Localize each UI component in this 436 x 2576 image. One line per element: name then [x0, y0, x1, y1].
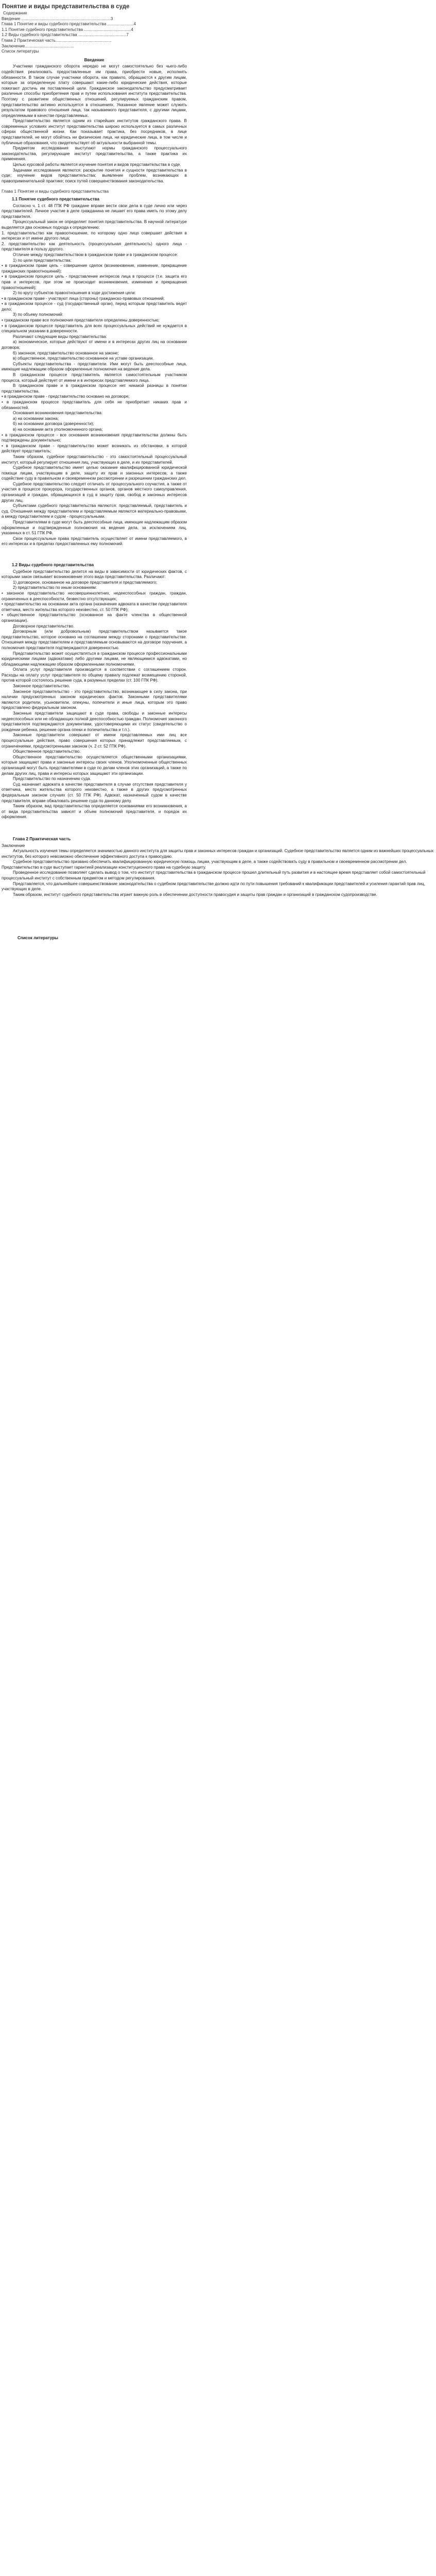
- paragraph: Различают следующие виды представительства:: [13, 334, 107, 339]
- paragraph: Судебное представительство следует отличать от процессуального соучастия, а также от участия в процессе прокурора, государственных органов, органов местного самоуправления, организаций и граждан, обращающихся в суд в защиту прав, свобод и законных интересов других лиц.: [2, 481, 187, 503]
- toc-item[interactable]: Список литературы: [2, 49, 39, 54]
- toc-item[interactable]: Заключение...........................................: [2, 43, 74, 48]
- subsection-title: Общественное представительство.: [13, 749, 81, 754]
- paragraph: Предметом исследования выступают нормы гражданского процессуального законодательства, регулирующие институт представительства, а также практика их применения.: [2, 146, 187, 162]
- list-item: • в гражданском процессе - все основания возникновения представительства должны быть подтверждены документально;: [2, 432, 187, 443]
- toc-item[interactable]: Глава 2 Практическая часть.................................................: [2, 38, 112, 43]
- paragraph: Актуальность изучения темы определяется значимостью данного института для защиты прав и законных интересов граждан и организаций. Судебное представительство является одним из важнейших процессуальных институтов, без которого невозможно обеспечение эффективного доступа к правосудию.: [2, 849, 434, 859]
- list-item: в) общественное, представительство основанное на уставе организации.: [13, 356, 154, 361]
- paragraph: Согласно ч. 1 ст. 48 ГПК РФ граждане вправе вести свои дела в суде лично или через представителей. Личное участие в деле гражданина не лишает его права иметь по этому делу представителя.: [2, 203, 187, 219]
- section-1-2: [0, 563, 187, 820]
- section-1-1: [0, 197, 187, 547]
- paragraph: Проведенное исследование позволяет сделать вывод о том, что институт представительства в гражданском процессе прошел длительный путь развития и в настоящее время представляет собой самостоятельный процессуальный институт с собственным предметом и методом регулирования.: [2, 870, 426, 881]
- paragraph: Представителями в суде могут быть дееспособные лица, имеющие надлежащим образом оформленные и подтвержденные полномочия на ведение дела, за исключением лиц, указанных в ст. 51 ГПК РФ.: [2, 520, 187, 536]
- list-item: • законное представительство несовершеннолетних, недееспособных граждан, граждан, ограниченных в дееспособности, безвестно отсутствующих;: [2, 590, 187, 601]
- paragraph: В гражданском процессе представитель является самостоятельным участником процесса, который действует от имени и в интересах представляемого лица.: [2, 372, 187, 383]
- toc-label: Содержание: [3, 11, 27, 15]
- list-item: • гражданском праве все полномочия представителя определены доверенностью;: [2, 318, 160, 323]
- list-item: 2. представительство как деятельность (процессуальная деятельность) одного лица - представителя в пользу другого.: [2, 241, 187, 252]
- list-item: • в гражданском процессе представитель для себя не приобретает никаких прав и обязанностей.: [2, 399, 187, 410]
- paragraph: В гражданском праве и в гражданском процессе нет никакой разницы в понятии представительства.: [2, 383, 187, 394]
- chapter2-heading: Глава 2 Практическая часть: [13, 836, 71, 841]
- list-item: б) законное, представительство основанное на законе;: [13, 350, 119, 355]
- introduction-heading: Введение: [84, 57, 104, 62]
- paragraph: Таким образом, институт судебного представительства играет важную роль в обеспечении доступности правосудия и защиты прав граждан и организаций в гражданском судопроизводстве.: [13, 892, 377, 897]
- page-title: Понятие и виды представительства в суде: [2, 4, 130, 10]
- paragraph: Целью курсовой работы является изучение понятия и видов представительства в суде.: [13, 162, 181, 167]
- list-item: • в гражданском процессе - суд (государственный орган), перед которым представитель ведет дело;: [2, 301, 187, 312]
- conclusion-section: [0, 843, 187, 849]
- paragraph: Суд назначает адвоката в качестве представителя в случае отсутствия представителя у ответчика, место жительства которого неизвестно, а также в других предусмотренных федеральным законом случаях (ст. 50 ГПК РФ). Адвокат, назначенный судом в качестве представителя, вправе обжаловать решение суда по данному делу.: [2, 782, 187, 803]
- paragraph: Процессуальный закон не определяет понятия представительства. В научной литературе выделяется два основных подхода к определению:: [2, 219, 187, 230]
- subsection-title: Представительство по назначению суда.: [13, 776, 91, 782]
- spacer: [0, 897, 436, 928]
- toc-item[interactable]: Глава 1 Понятие и виды судебного представительства .......................4: [2, 22, 136, 27]
- list-item: в) на основании акта уполномоченного органа;: [13, 427, 103, 432]
- conclusion-heading: Заключение: [2, 843, 25, 848]
- paragraph: Отличие между представительством в гражданском праве и в гражданском процессе:: [13, 252, 178, 257]
- spacer: [0, 547, 436, 561]
- introduction-section: [0, 58, 187, 184]
- paragraph: Судебное представительство имеет целью оказание квалифицированной юридической помощи лицам, участвующим в деле, защиту их прав и законных интересов, а также содействие суду в правильном и своевременном рассмотрении и разрешении гражданских дел.: [2, 465, 187, 481]
- section-1-1-heading: 1.1 Понятие судебного представительства: [12, 197, 99, 201]
- paragraph: Представительство может осуществляться в гражданском процессе профессиональными юридическими лицами (адвокатами) либо другими лицами, не являющимися адвокатами, но обладающими надлежащим образом оформленными полномочиями.: [2, 651, 187, 667]
- list-item: 2) представительство по иным основаниям:: [13, 585, 97, 590]
- toc-item[interactable]: Введение ..............................................................................3: [2, 16, 113, 21]
- subsection-title: Договорное представительство.: [13, 623, 75, 629]
- paragraph: Субъектами судебного представительства являются: представляемый, представитель и суд. Отношения между представителем и представляемым являются материально-правовыми, а между представителем и судом - процессуальными.: [2, 503, 187, 519]
- list-item: • в гражданском праве - представительство основано на договоре;: [2, 394, 130, 399]
- paragraph: Законные представители защищают в суде права, свободы и законные интересы недееспособных или не обладающих полной дееспособностью граждан. Полномочия законного представителя подтверждаются документами, удостоверяющими их статус (свидетельство о рождении ребенка, решение органа опеки и попечительства и т.п.).: [2, 711, 187, 732]
- paragraph: Оплата услуг представителя производится в соответствии с соглашением сторон. Расходы на оплату услуг представителя по общему правилу подлежат возмещению стороной, против которой состоялось решение суда, в разумных пределах (ст. 100 ГПК РФ).: [2, 667, 187, 683]
- list-item: 1) по цели представительства:: [13, 258, 72, 263]
- list-item: 1) договорное, основанное на договоре представителя и представляемого;: [13, 580, 158, 585]
- paragraph: Свои процессуальные права представитель осуществляет от имени представляемого, в его интересах и в пределах предоставленных ему полномочий.: [2, 536, 187, 547]
- spacer: [0, 820, 436, 834]
- paragraph: Законные представители совершают от имени представляемых ими лиц все процессуальные действия, право совершения которых принадлежит представляемым, с ограничениями, предусмотренными законом (ч. 2 ст. 52 ГПК РФ).: [2, 733, 187, 749]
- literature-heading: Список литературы: [18, 936, 58, 941]
- list-item: 1. представительство как правоотношение, по которому одно лицо совершает действия в интересах и от имени другого лица;: [2, 230, 187, 241]
- paragraph: Таким образом, судебное представительство - это самостоятельный процессуальный институт, который регулирует отношения лиц, участвующих в деле, и их представителей.: [2, 454, 187, 465]
- list-item: • в гражданском процессе представитель для всех процессуальных действий не нуждается в специальном указании в доверенности.: [2, 323, 187, 334]
- paragraph: Основания возникновения представительства:: [13, 411, 103, 416]
- paragraph: Общественное представительство осуществляется общественными организациями, которые защищают права и законные интересы своих членов. Уполномоченные общественных организаций могут быть представителями в суде по делам членов этих организаций, а также по делам других лиц, права и интересы которых защищают эти организации.: [2, 754, 187, 776]
- table-of-contents: [0, 10, 436, 55]
- paragraph: Договорным (или добровольным) представительством называется такое представительство, которое основано на соглашении между сторонами о представительстве. Отношения между представителем и представляемым основываются на договоре поручения, а полномочия представителя подтверждаются доверенностью.: [2, 629, 187, 650]
- list-item: • в гражданском праве - участвуют лица (стороны) гражданско-правовых отношений;: [2, 296, 165, 301]
- toc-item[interactable]: 1.1 Понятие судебного представительства .........................................4: [2, 27, 133, 32]
- list-item: а) на основании закона;: [13, 416, 59, 421]
- list-item: б) на основании договора (доверенности);: [13, 421, 94, 427]
- list-item: 2) по кругу субъектов правоотношения в ходе достижения цели:: [13, 291, 136, 296]
- list-item: • в гражданском праве - представительство может возникать из обстановки, в которой действует представитель;: [2, 443, 187, 454]
- paragraph: Субъекты представительства - представители. Ими могут быть дееспособные лица, имеющие надлежащим образом оформленные полномочия на ведение дела.: [2, 361, 187, 372]
- paragraph: Судебное представительство призвано обеспечить квалифицированную юридическую помощь лицам, участвующим в деле, а также содействовать суду в правильном и своевременном рассмотрении дел. Представительство в суде выступает гарантией реализации конституционного права на судебную защиту.: [2, 859, 407, 870]
- conclusion-body: [0, 849, 436, 897]
- section-1-2-heading: 1.2 Виды судебного представительства: [12, 563, 94, 567]
- toc-item[interactable]: 1.2 Виды судебного представительства ..........................................7: [2, 32, 129, 38]
- list-item: а) экономическое, которые действуют от имени и в интересах других лиц на основании договора;: [2, 340, 187, 350]
- paragraph: Таким образом, вид представительства определяется основаниями его возникновения, а от вида представительства зависят и объем полномочий представителя, и порядок их оформления.: [2, 804, 187, 820]
- list-item: 3) по объему полномочий:: [13, 312, 63, 317]
- list-item: • представительство на основании акта органа (назначение адвоката в качестве представителя ответчика, место жительства которого неизвестно, ст. 50 ГПК РФ);: [2, 602, 187, 612]
- document-page: [0, 0, 436, 962]
- chapter1-heading: Глава 1 Понятие и виды судебного представительства: [2, 189, 109, 194]
- paragraph: Участники гражданского оборота нередко не могут самостоятельно без чьего-либо содействия реализовать предоставленные им права, приобрести новые, исполнить обязанности. В таком случае участники оборота, как правило, обращаются к другим лицам, которые за определенную плату совершают какие-либо юридические действия, которые помогают достичь им поставленной цели. Гражданское законодательство предусматривает различные способы приобретения прав и путем использования института представительства. Поэтому с развитием общественных отношений, регулируемых гражданским правом, представительство активно используется в отношениях. Указанное явление может служить результатом правового отношения лица, так называемого представителя, с другими лицами, определяемыми в качестве представляемых.: [2, 64, 187, 118]
- list-item: • общественное представительство (основанное на факте членства в общественной организации).: [2, 613, 187, 623]
- paragraph: Судебное представительство делится на виды в зависимости от юридических фактов, с которыми закон связывает возникновение этого вида представительства. Различают:: [2, 569, 187, 580]
- list-item: • в гражданском праве цель - совершение сделок (возникновение, изменение, прекращение гражданских правоотношений);: [2, 263, 187, 274]
- subsection-title: Законное представительство.: [13, 684, 70, 689]
- paragraph: Законное представительство - это представительство, возникающее в силу закона, при наличии предусмотренных законом юридических фактов. Законными представителями являются родители, усыновители, опекуны, попечители и иные лица, которым это право предоставлено федеральным законом.: [2, 689, 187, 710]
- paragraph: Представляется, что дальнейшее совершенствование законодательства о судебном представительстве должно идти по пути повышения требований к квалификации представителей и усиления гарантий прав лиц, участвующих в деле.: [2, 881, 425, 892]
- paragraph: Представительство является одним из старейших институтов гражданского права. В современных условиях институт представительства широко используется в самых различных сферах общественной жизни. Как показывает практика, без посредников, в лице представителей, не могут обойтись ни физические лица, ни юридические лица, в том числе и публичные образования, что свидетельствует об актуальности выбранной темы.: [2, 118, 187, 145]
- list-item: • в гражданском процессе цель - представление интересов лица в процессе (т.е. защита его прав и интересов, при этом не происходит возникновения, изменения и прекращения правоотношений);: [2, 274, 187, 290]
- paragraph: Задачами исследования являются: раскрытие понятия и сущности представительства в суде; изучение видов представительства; выявление проблем, возникающих в правоприменительной практике; поиск путей совершенствования законодательства.: [2, 167, 187, 183]
